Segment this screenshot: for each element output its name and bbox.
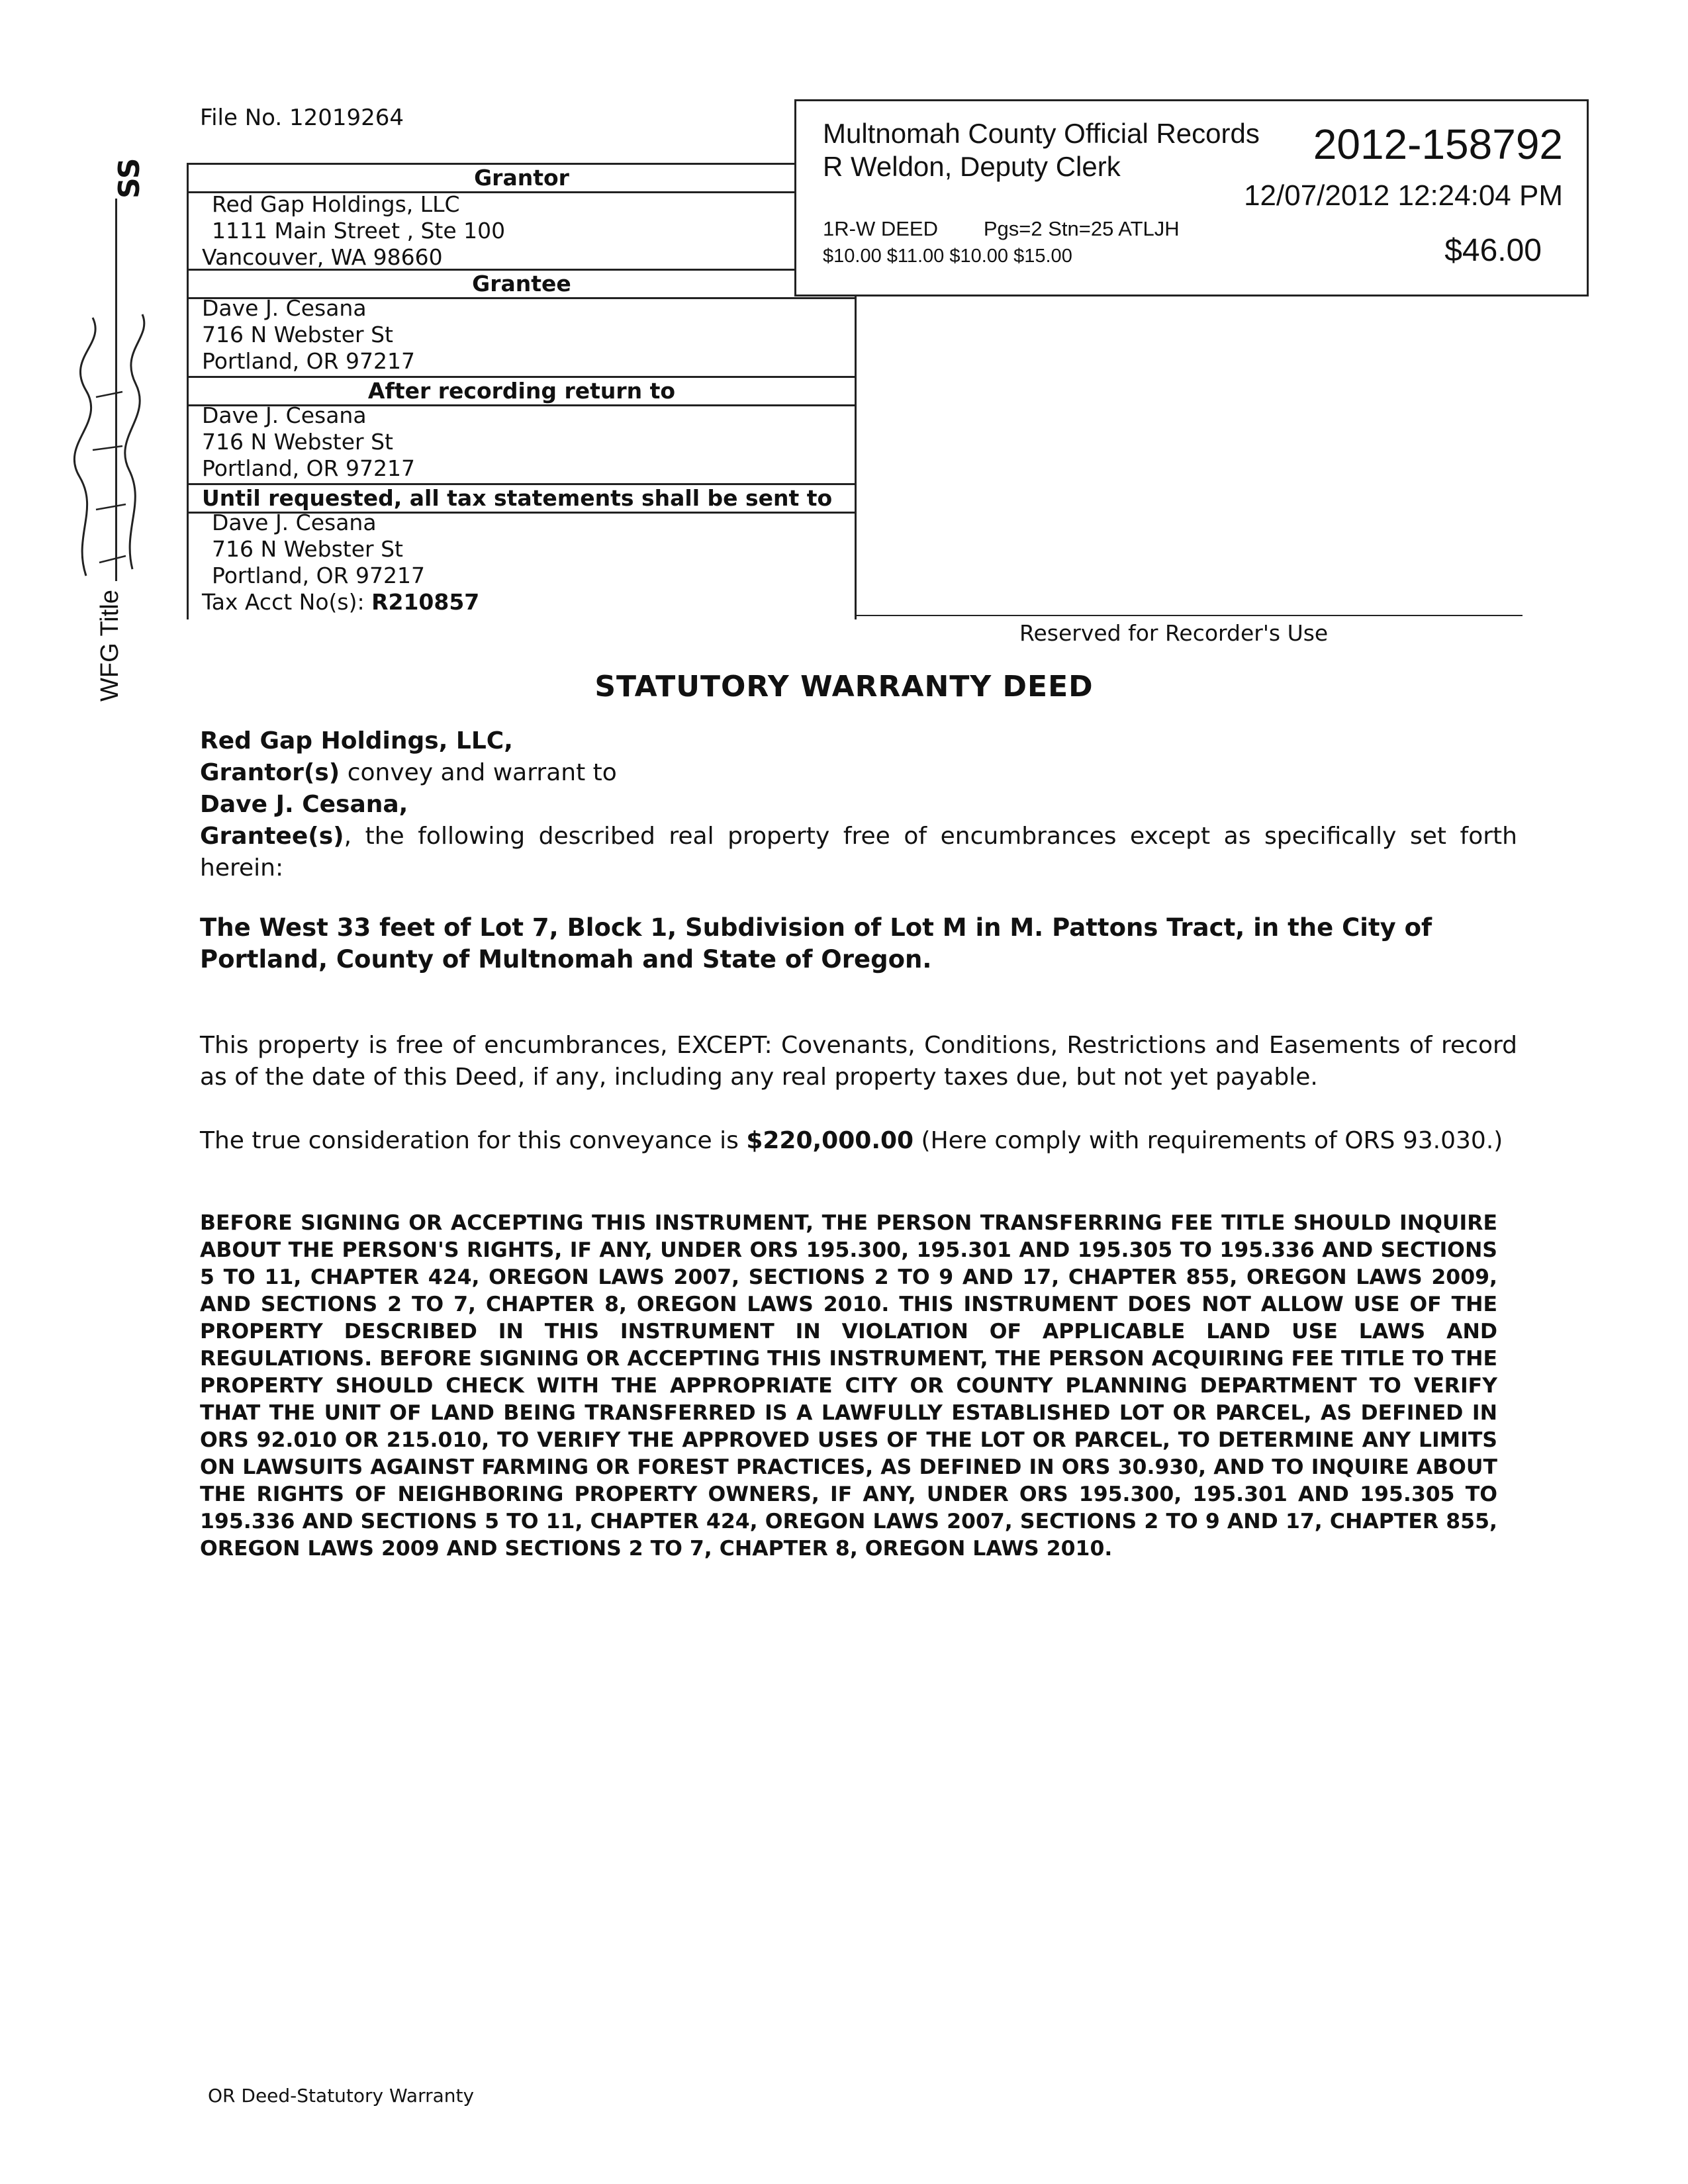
recording-total-fee: $46.00 xyxy=(1444,233,1542,268)
grantor-line: Vancouver, WA 98660 xyxy=(202,244,443,270)
party-address-table xyxy=(187,163,857,619)
recorder-clerk: R Weldon, Deputy Clerk xyxy=(823,151,1121,182)
legal-description: The West 33 feet of Lot 7, Block 1, Subdivision of Lot M in M. Pattons Tract, in the City of Portland, County of Multnomah and State of Oregon. xyxy=(200,913,1432,974)
consideration-after: (Here comply with requirements of ORS 93.030.) xyxy=(914,1127,1503,1154)
grantor-line: Red Gap Holdings, LLC xyxy=(212,191,460,217)
file-number: File No. 12019264 xyxy=(200,105,404,131)
return-to-line: Dave J. Cesana xyxy=(202,402,367,428)
grantee-text: , the following described real property free of encumbrances except as specifically set forth herein: xyxy=(200,823,1517,882)
consideration-amount: $220,000.00 xyxy=(746,1127,914,1154)
statutory-warning: BEFORE SIGNING OR ACCEPTING THIS INSTRUMENT, THE PERSON TRANSFERRING FEE TITLE SHOULD INQUIRE ABOUT THE PERSON'S RIGHTS, IF ANY, UNDER ORS 195.300, 195.301 AND 195.305 TO 195.336 AND SECTIONS 5 TO 11, CHAPTER 424, OREGON LAWS 2007, SECTIONS 2 TO 9 AND 17, CHAPTER 855, OREGON LAWS 2009, AND SECTIONS 2 TO 7, CHAPTER 8, OREGON LAWS 2010. THIS INSTRUMENT DOES NOT ALLOW USE OF THE PROPERTY DESCRIBED IN THIS INSTRUMENT IN VIOLATION OF APPLICABLE LAND USE LAWS AND REGULATIONS. BEFORE SIGNING OR ACCEPTING THIS INSTRUMENT, THE PERSON ACQUIRING FEE TITLE TO THE PROPERTY SHOULD CHECK WITH THE APPROPRIATE CITY OR COUNTY PLANNING DEPARTMENT TO VERIFY THAT THE UNIT OF LAND BEING TRANSFERRED IS A LAWFULLY ESTABLISHED LOT OR PARCEL, AS DEFINED IN ORS 92.010 OR 215.010, TO VERIFY THE APPROVED USES OF THE LOT OR PARCEL, TO DETERMINE ANY LIMITS ON LAWSUITS AGAINST FARMING OR FOREST PRACTICES, AS DEFINED IN ORS 30.930, AND TO INQUIRE ABOUT THE RIGHTS OF NEIGHBORING PROPERTY OWNERS, IF ANY, UNDER ORS 195.300, 195.301 AND 195.305 TO 195.336 AND SECTIONS 5 TO 11, CHAPTER 424, OREGON LAWS 2007, SECTIONS 2 TO 9 AND 17, CHAPTER 855, OREGON LAWS 2009 AND SECTIONS 2 TO 7, CHAPTER 8, OREGON LAWS 2010. xyxy=(200,1211,1497,1561)
grantee-line: Portland, OR 97217 xyxy=(202,348,416,374)
grantor-label: Grantor(s) xyxy=(200,759,340,786)
grantee-label: Grantee(s) xyxy=(200,823,344,850)
recorder-county: Multnomah County Official Records xyxy=(823,118,1260,149)
tax-to-line: Portland, OR 97217 xyxy=(212,563,426,588)
convey-text: convey and warrant to xyxy=(340,759,617,786)
consideration-before: The true consideration for this conveyance is xyxy=(200,1127,747,1154)
grantor-line: 1111 Main Street , Ste 100 xyxy=(212,218,506,244)
grantor-name: Red Gap Holdings, LLC, xyxy=(200,727,513,754)
grantee-heading: Grantee xyxy=(189,269,855,299)
reserved-divider xyxy=(857,615,1523,616)
recording-deed-line: 1R-W DEED Pgs=2 Stn=25 ATLJH xyxy=(823,217,1180,240)
tax-account-number: R210857 xyxy=(371,589,480,615)
grantee-line: 716 N Webster St xyxy=(202,322,393,347)
recorder-stamp xyxy=(794,99,1589,296)
grantee-name: Dave J. Cesana, xyxy=(200,791,408,818)
margin-title-company: WFG Title xyxy=(96,590,124,702)
tax-account-line xyxy=(202,589,479,615)
consideration-paragraph xyxy=(200,1125,1517,1157)
tax-statements-heading: Until requested, all tax statements shall be sent to xyxy=(189,483,855,514)
grantee-line: Dave J. Cesana xyxy=(202,295,367,321)
tax-account-label: Tax Acct No(s): xyxy=(202,589,365,615)
recording-fees: $10.00 $11.00 $10.00 $15.00 xyxy=(823,246,1072,267)
recording-datetime: 12/07/2012 12:24:04 PM xyxy=(1244,179,1563,212)
handwritten-annotation xyxy=(60,311,185,589)
grantor-heading: Grantor xyxy=(189,163,855,193)
return-to-line: 716 N Webster St xyxy=(202,429,393,455)
encumbrances-paragraph: This property is free of encumbrances, EXCEPT: Covenants, Conditions, Restrictions and Easements of record as of the date of this Deed, if any, including any real property taxes due, but not yet payable. xyxy=(200,1032,1517,1091)
margin-ss: SS xyxy=(113,158,146,199)
tax-to-line: 716 N Webster St xyxy=(212,536,403,562)
return-to-heading: After recording return to xyxy=(189,376,855,406)
return-to-line: Portland, OR 97217 xyxy=(202,455,416,481)
form-footer: OR Deed-Statutory Warranty xyxy=(208,2085,475,2107)
recording-number: 2012-158792 xyxy=(1313,120,1563,168)
conveyance-paragraph xyxy=(200,725,1517,884)
document-title: STATUTORY WARRANTY DEED xyxy=(594,670,1094,704)
reserved-label: Reserved for Recorder's Use xyxy=(1019,620,1329,646)
tax-to-line: Dave J. Cesana xyxy=(212,510,377,535)
